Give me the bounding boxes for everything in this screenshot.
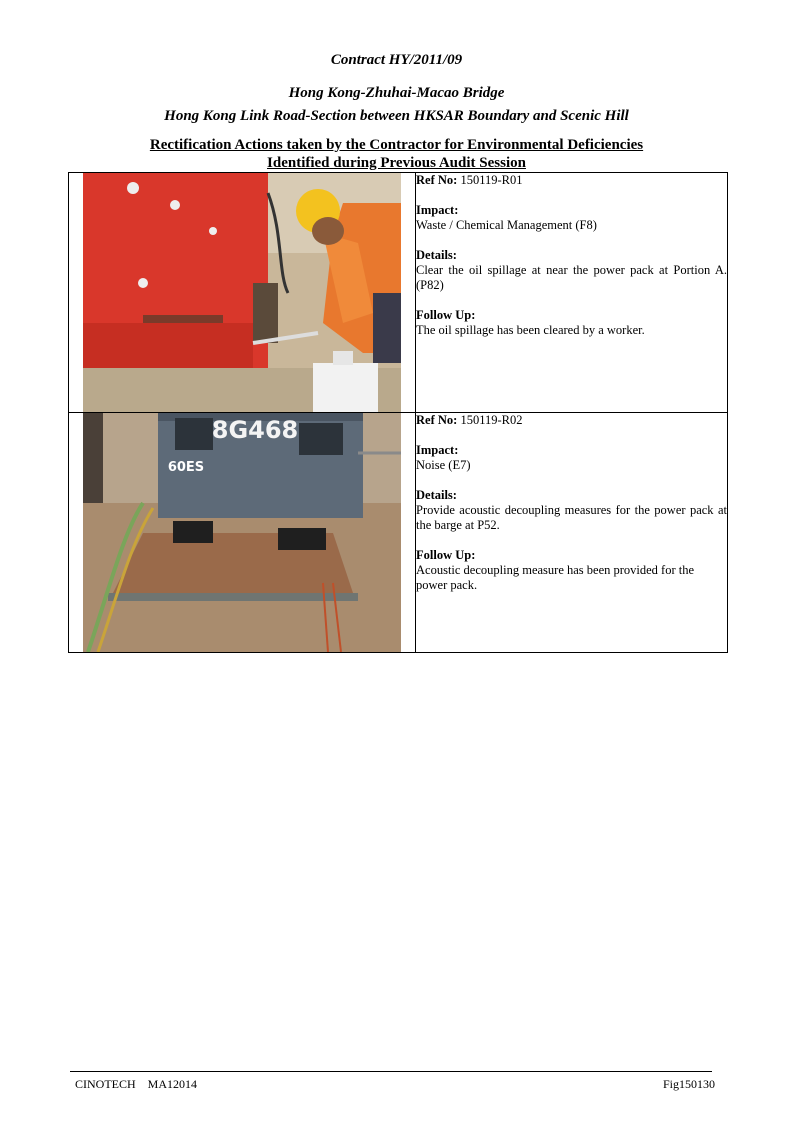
power-pack-photo [83, 413, 401, 652]
impact-value: Waste / Chemical Management (F8) [416, 218, 597, 232]
details-value: Clear the oil spillage at near the power pack at Portion A. (P82) [416, 263, 727, 292]
footer-company-ref: CINOTECH MA12014 [75, 1077, 197, 1091]
section-name: Hong Kong Link Road-Section between HKSAR Boundary and Scenic Hill [164, 108, 629, 124]
follow-up-label: Follow Up: [416, 308, 476, 322]
footer-divider [70, 1071, 712, 1072]
details-value: Provide acoustic decoupling measures for the power pack at the barge at P52. [416, 503, 727, 532]
impact-value: Noise (E7) [416, 458, 471, 472]
oil-spillage-photo [83, 173, 401, 412]
impact-block [416, 443, 727, 473]
power-pack-brand: 60ES [167, 460, 205, 475]
contract-number: Contract HY/2011/09 [330, 52, 463, 68]
deficiency-table [68, 172, 728, 653]
follow-up-label: Follow Up: [416, 548, 476, 562]
ref-no-value: 150119-R02 [460, 413, 523, 427]
follow-up-value: Acoustic decoupling measure has been provided for the power pack. [416, 563, 695, 592]
ref-no-block [416, 173, 727, 188]
ref-no-label: Ref No: [416, 413, 458, 427]
photo-cell [69, 413, 416, 653]
impact-label: Impact: [416, 443, 459, 457]
photo-cell [69, 173, 416, 413]
table-row [69, 173, 728, 413]
project-name: Hong Kong-Zhuhai-Macao Bridge [288, 85, 505, 101]
footer-figure-ref: Fig150130 [662, 1077, 715, 1091]
power-pack-plate: 8G468 [211, 416, 299, 444]
table-row [69, 413, 728, 653]
follow-up-value: The oil spillage has been cleared by a worker. [416, 323, 645, 337]
follow-up-block [416, 548, 727, 593]
details-cell [416, 413, 728, 653]
follow-up-block [416, 308, 727, 338]
ref-no-label: Ref No: [416, 173, 458, 187]
page-title-line-2: Identified during Previous Audit Session [267, 155, 526, 171]
ref-no-block [416, 413, 727, 428]
ref-no-value: 150119-R01 [460, 173, 523, 187]
details-cell [416, 173, 728, 413]
impact-label: Impact: [416, 203, 459, 217]
impact-block [416, 203, 727, 233]
details-block [416, 248, 727, 293]
details-label: Details: [416, 488, 457, 502]
details-label: Details: [416, 248, 457, 262]
details-block [416, 488, 727, 533]
page-title-line-1: Rectification Actions taken by the Contractor for Environmental Deficiencies [149, 137, 644, 153]
